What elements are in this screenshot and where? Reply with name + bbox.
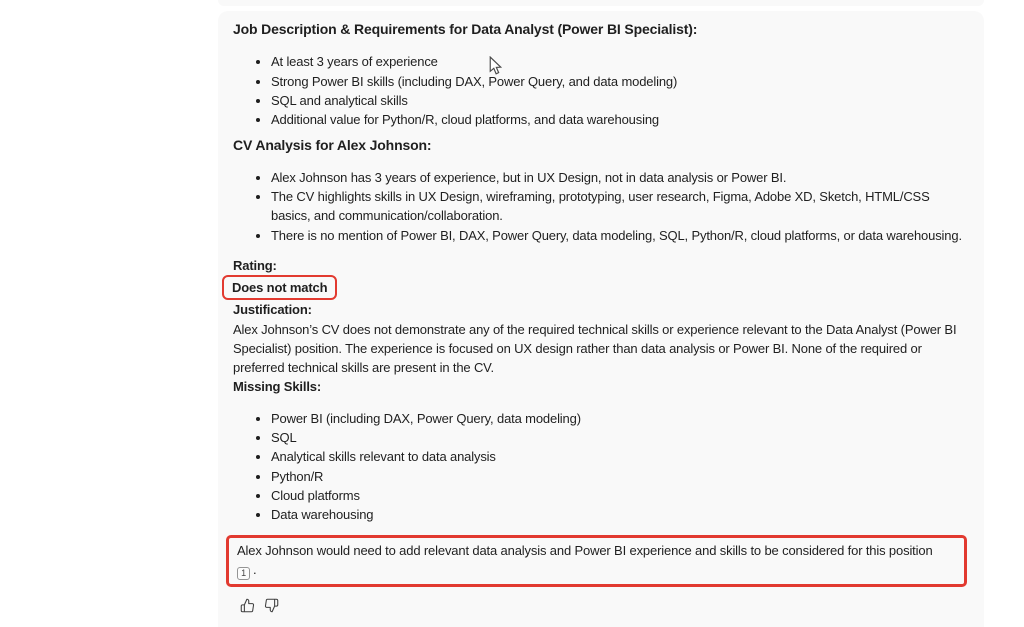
list-item: • SQL and analytical skills — [271, 91, 965, 110]
previous-message-remnant — [218, 0, 984, 6]
rating-label: Rating: — [233, 257, 277, 273]
conclusion-annotation-box — [226, 535, 967, 587]
cv-points-list — [233, 168, 965, 245]
rating-annotation-box — [222, 275, 337, 300]
cv-analysis-heading: CV Analysis for Alex Johnson: — [233, 137, 432, 154]
list-item: • Alex Johnson has 3 years of experience, but in UX Design, not in data analysis or Power BI. — [271, 168, 965, 187]
list-item: • Additional value for Python/R, cloud platforms, and data warehousing — [271, 110, 965, 129]
list-item: • Strong Power BI skills (including DAX, Power Query, and data modeling) — [271, 72, 965, 91]
thumbs-down-icon[interactable] — [264, 598, 279, 613]
list-item: • The CV highlights skills in UX Design, wireframing, prototyping, user research, Figma, Adobe XD, Sketch, HTML/CSS basics, and communication/collaboration. — [271, 187, 965, 226]
thumbs-up-icon[interactable] — [240, 598, 255, 613]
list-item: • Data warehousing — [271, 505, 965, 524]
assistant-message-card — [218, 11, 984, 627]
rating-value-line — [233, 275, 965, 300]
citation-badge[interactable]: 1 — [237, 567, 250, 580]
rating-section — [233, 256, 965, 397]
list-item: • Python/R — [271, 467, 965, 486]
job-description-heading: Job Description & Requirements for Data Analyst (Power BI Specialist): — [233, 21, 698, 37]
feedback-row — [240, 598, 965, 613]
missing-skills-label: Missing Skills: — [233, 379, 322, 395]
justification-text: Alex Johnson’s CV does not demonstrate any of the required technical skills or experience relevant to the Data Analyst (Power BI Specialist) position. The experience is focused on UX design rather than data analysis or Power BI. None of the required or preferred technical skills are present in the CV. — [233, 321, 957, 376]
conclusion-suffix: . — [253, 561, 257, 577]
conclusion-text: Alex Johnson would need to add relevant data analysis and Power BI experience and skills to be considered for this position — [237, 542, 933, 558]
justification-label: Justification: — [233, 302, 312, 318]
list-item: • Analytical skills relevant to data analysis — [271, 447, 965, 466]
list-item: • SQL — [271, 428, 965, 447]
missing-skills-list — [233, 409, 965, 525]
list-item: • Cloud platforms — [271, 486, 965, 505]
list-item: • There is no mention of Power BI, DAX, Power Query, data modeling, SQL, Python/R, cloud platforms, or data warehousing. — [271, 226, 965, 245]
list-item: • At least 3 years of experience — [271, 52, 965, 71]
job-requirements-list — [233, 52, 965, 129]
list-item: • Power BI (including DAX, Power Query, data modeling) — [271, 409, 965, 428]
rating-value: Does not match — [232, 280, 328, 296]
